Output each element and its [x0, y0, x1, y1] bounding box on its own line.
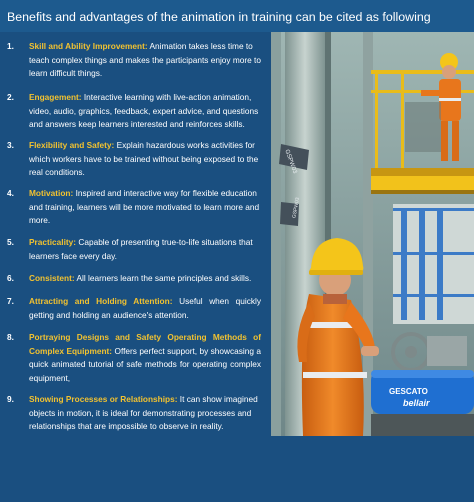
- benefit-number: 8.: [7, 332, 14, 342]
- benefit-text: Animation takes less time to teach complex things and makes the participants enjoy more to learn difficult things.: [29, 41, 261, 78]
- benefit-number: 6.: [7, 273, 14, 283]
- panel-bottom-strip: [271, 436, 474, 502]
- sign-text: GSPW03: [283, 148, 298, 175]
- compressor-model: bellair: [403, 398, 430, 408]
- benefit-item: [7, 393, 261, 434]
- benefit-item: [7, 187, 261, 228]
- header-bar: [0, 0, 474, 32]
- benefit-heading: Motivation:: [29, 188, 74, 198]
- benefit-item: [7, 91, 261, 132]
- benefit-number: 4.: [7, 188, 14, 198]
- benefit-item: [7, 236, 261, 263]
- benefit-item: [7, 139, 261, 180]
- benefit-number: 5.: [7, 237, 14, 247]
- benefit-text: Explain hazardous works activities for which workers have to be trained without being exposed to the real conditions.: [29, 140, 259, 177]
- benefit-text: Offers perfect support, by showcasing a quick animated tutorial of safe methods for operating complex equipment,: [29, 345, 261, 383]
- benefit-heading: Flexibility and Safety:: [29, 140, 115, 150]
- benefit-text: Useful when quickly getting and holding an audience's attention.: [29, 296, 261, 320]
- wall-edge: [271, 32, 281, 436]
- benefit-heading: Attracting and Holding Attention:: [29, 296, 173, 306]
- benefit-number: 7.: [7, 296, 14, 306]
- benefit-text: Interactive learning with live-action animation, video, audio, graphics, feedback, expert advice, and questions and answers keep learners interested and reinforces skills.: [29, 92, 259, 129]
- compressor-brand: GESCATO: [389, 387, 428, 396]
- page-title: Benefits and advantages of the animation in training can be cited as following: [7, 10, 431, 24]
- benefit-heading: Practicality:: [29, 237, 77, 247]
- benefit-number: 2.: [7, 92, 14, 102]
- benefit-text: Capable of presenting true-to-life situations that learners face every day.: [29, 237, 253, 261]
- benefit-item: [7, 272, 261, 286]
- benefit-heading: Portraying Designs and Safety Operating Methods of Complex Equipment:: [29, 332, 261, 356]
- benefit-item: [7, 40, 261, 81]
- benefit-number: 1.: [7, 41, 14, 51]
- training-animation-illustration: [271, 32, 474, 436]
- benefit-text: All learners learn the same principles and skills.: [76, 273, 252, 283]
- benefit-item: [7, 331, 261, 385]
- benefit-number: 9.: [7, 394, 14, 404]
- benefit-text: It can show imagined objects in motion, it is ideal for demonstrating processes and relationships that are impossible to observe in reality.: [29, 394, 258, 431]
- benefit-heading: Skill and Ability Improvement:: [29, 41, 148, 51]
- benefit-number: 3.: [7, 140, 14, 150]
- benefit-heading: Engagement:: [29, 92, 82, 102]
- benefit-heading: Consistent:: [29, 273, 75, 283]
- benefit-heading: Showing Processes or Relationships:: [29, 394, 178, 404]
- sign-text: GSPW03: [291, 197, 301, 219]
- benefit-text: Inspired and interactive way for flexible education and training, learners will be more motivated to learn more and more.: [29, 188, 260, 225]
- benefit-item: [7, 295, 261, 322]
